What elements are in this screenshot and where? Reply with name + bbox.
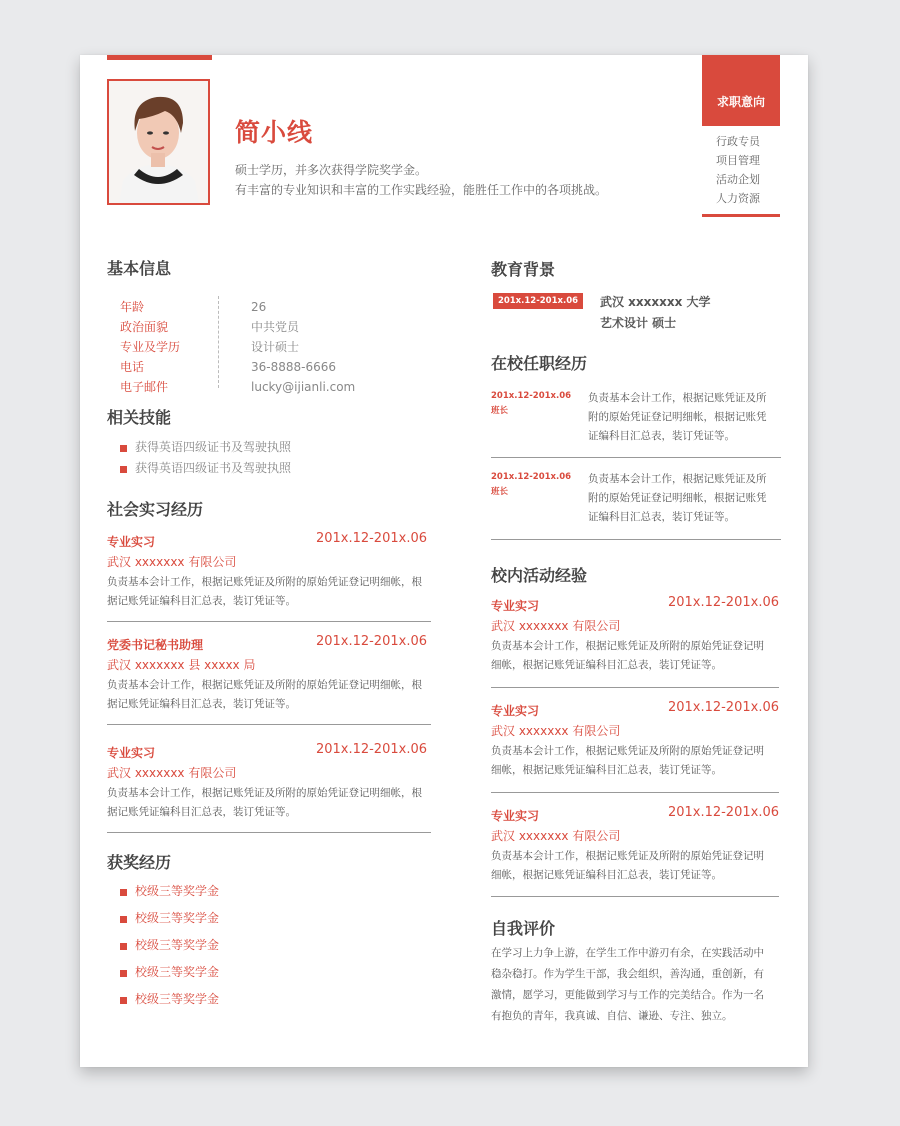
section-title-campus-jobs: 在校任职经历 [491,354,588,373]
basic-info-values: 26 中共党员 设计硕士 36-8888-6666 lucky@ijianli.com [251,300,356,394]
job-intent-item: 活动企划 [716,173,760,186]
social-entry: 专业实习 201x.12-201x.06 武汉 xxxxxxx 有限公司 负责基本会计工作，根据记账凭证及所附的原始凭证登记明细帐，根 据记账凭证编科目汇总表，装订凭证等。 [107,531,427,607]
activity-entry: 专业实习 201x.12-201x.06 武汉 xxxxxxx 有限公司 负责基本会计工作，根据记账凭证及所附的原始凭证登记明 细帐，根据记账凭证编科目汇总表，装订凭证等。 [491,595,779,671]
social-entry: 党委书记秘书助理 201x.12-201x.06 武汉 xxxxxxx 县 xxxxx 局 负责基本会计工作，根据记账凭证及所附的原始凭证登记明细帐，根 据记账凭证编科目汇总表，装订凭证等。 [107,634,427,710]
bullet-icon [120,997,127,1004]
candidate-name: 简小线 [235,118,314,147]
section-title-self-eval: 自我评价 [491,919,556,938]
basic-info-divider [218,296,219,388]
bullet-icon [120,916,127,923]
divider [107,724,431,725]
top-accent-bar [107,55,212,60]
bullet-icon [120,970,127,977]
list-item: 校级三等奖学金 [107,878,219,905]
job-intent-item: 行政专员 [716,135,760,148]
section-title-education: 教育背景 [491,260,556,279]
self-evaluation-text: 在学习上力争上游，在学生工作中游刃有余，在实践活动中 稳杂稳打。作为学生干部，我会组织，善沟通，重创新，有 激情，愿学习，更能做到学习与工作的完美结合。作为一名 有抱负的青年，我真诚、自信、谦逊、专注、独立。 [491,947,764,1022]
job-intent-underline [702,214,780,217]
bullet-icon [120,445,127,452]
bullet-icon [120,466,127,473]
resume-page [80,55,808,1067]
awards-list [107,878,219,1013]
section-title-basic: 基本信息 [107,259,172,278]
job-intent-title: 求职意向 [702,55,780,126]
activity-entry: 专业实习 201x.12-201x.06 武汉 xxxxxxx 有限公司 负责基本会计工作，根据记账凭证及所附的原始凭证登记明 细帐，根据记账凭证编科目汇总表，装订凭证等。 [491,805,779,881]
divider [107,832,431,833]
intro-text: 硕士学历，并多次获得学院奖学金。 有丰富的专业知识和丰富的工作实践经验，能胜任工作中的各项挑战。 [235,163,608,197]
campus-job-entry: 201x.12-201x.06 班长 负责基本会计工作，根据记账凭证及所 附的原始凭证登记明细帐，根据记账凭 证编科目汇总表，装订凭证等。 [491,391,767,442]
list-item: 获得英语四级证书及驾驶执照 [107,458,291,479]
divider [491,539,781,540]
job-intent-item: 项目管理 [716,154,760,167]
basic-info-labels: 年龄 政治面貌 专业及学历 电话 电子邮件 [120,300,181,394]
list-item: 校级三等奖学金 [107,932,219,959]
education-details: 武汉 xxxxxxx 大学 艺术设计 硕士 [600,295,711,330]
activity-entry: 专业实习 201x.12-201x.06 武汉 xxxxxxx 有限公司 负责基本会计工作，根据记账凭证及所附的原始凭证登记明 细帐，根据记账凭证编科目汇总表，装订凭证等。 [491,700,779,776]
list-item: 获得英语四级证书及驾驶执照 [107,437,291,458]
divider [491,792,779,793]
divider [491,457,781,458]
section-title-social: 社会实习经历 [107,500,204,519]
list-item: 校级三等奖学金 [107,905,219,932]
job-intent-item: 人力资源 [716,192,760,205]
bullet-icon [120,889,127,896]
portrait-image [109,81,208,203]
list-item: 校级三等奖学金 [107,986,219,1013]
section-title-skills: 相关技能 [107,408,172,427]
section-title-awards: 获奖经历 [107,853,172,872]
campus-job-entry: 201x.12-201x.06 班长 负责基本会计工作，根据记账凭证及所 附的原始凭证登记明细帐，根据记账凭 证编科目汇总表，装订凭证等。 [491,472,767,523]
job-intent-box [702,55,780,217]
divider [491,896,779,897]
skills-list [107,437,291,479]
section-title-activities: 校内活动经验 [491,566,588,585]
bullet-icon [120,943,127,950]
job-intent-list [702,126,780,208]
list-item: 校级三等奖学金 [107,959,219,986]
profile-photo [107,79,210,205]
divider [107,621,431,622]
education-date-badge: 201x.12-201x.06 [493,293,583,309]
divider [491,687,779,688]
social-entry: 专业实习 201x.12-201x.06 武汉 xxxxxxx 有限公司 负责基本会计工作，根据记账凭证及所附的原始凭证登记明细帐，根 据记账凭证编科目汇总表，装订凭证等。 [107,742,427,818]
